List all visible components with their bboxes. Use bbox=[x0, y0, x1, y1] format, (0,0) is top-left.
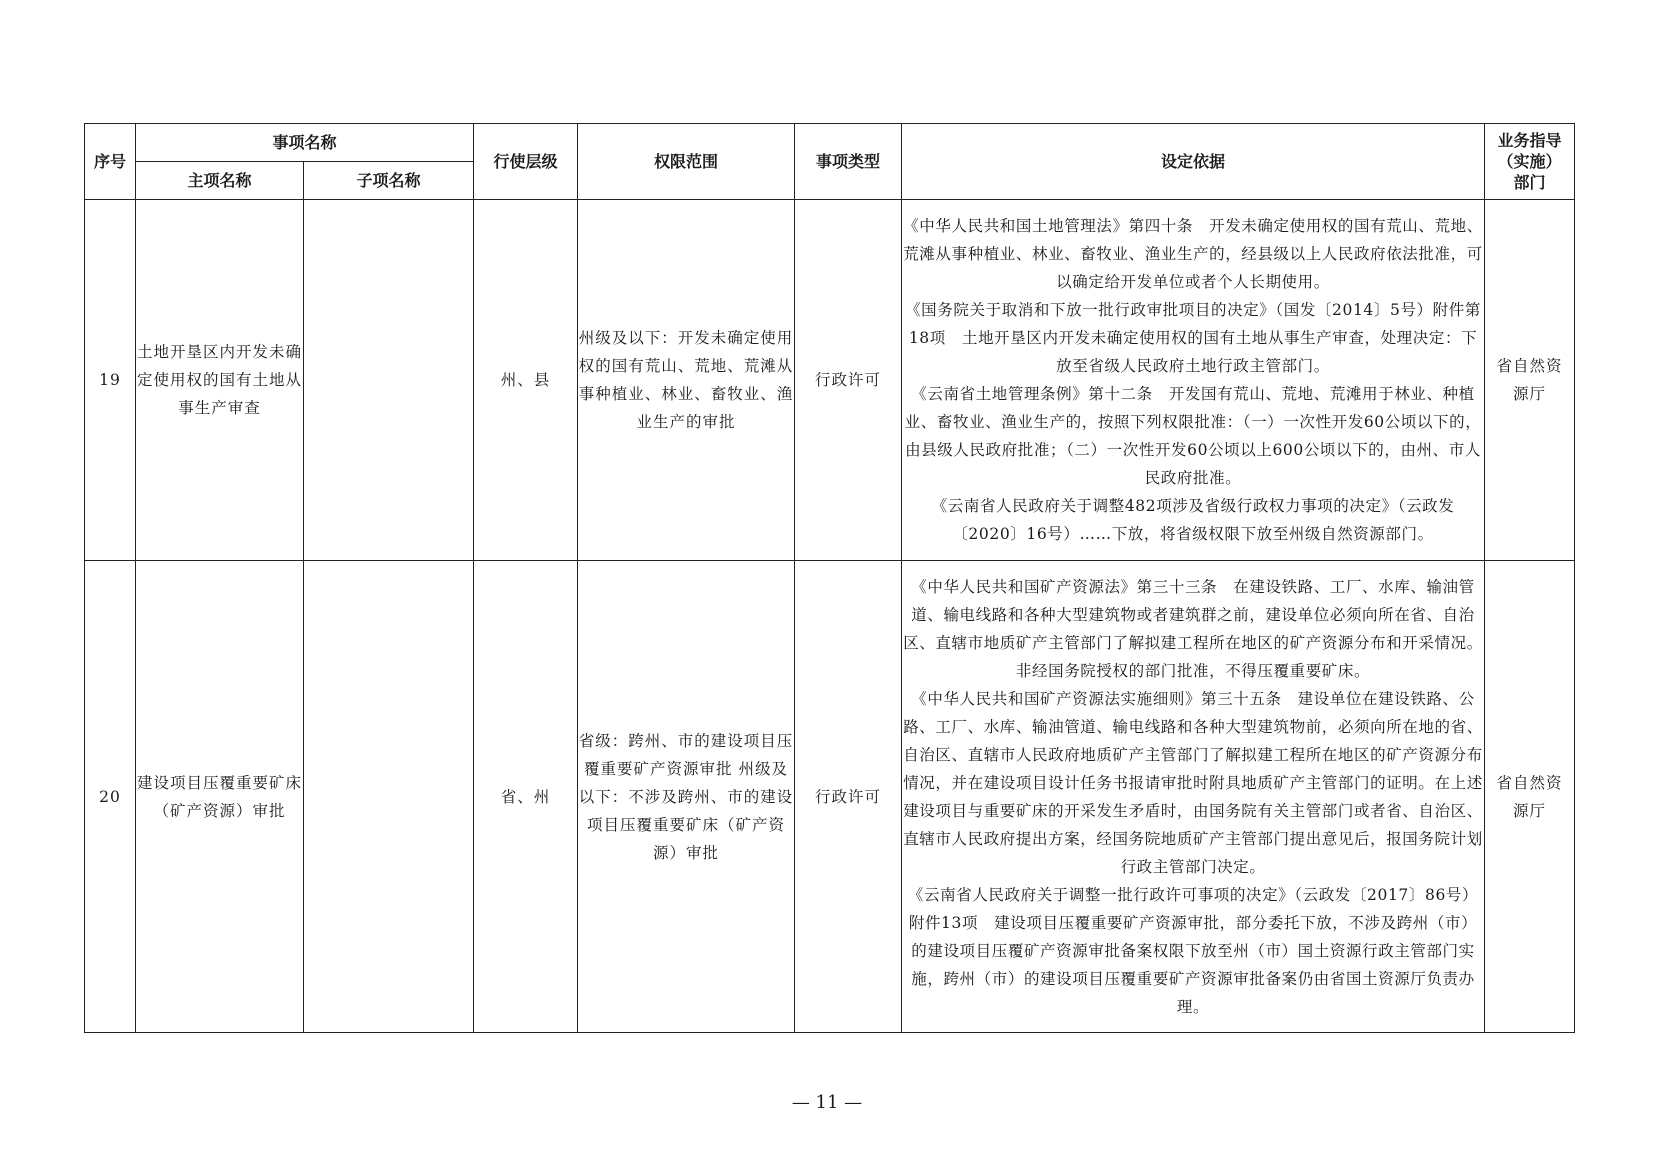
table-row bbox=[85, 200, 1575, 561]
scope-cell: 省级：跨州、市的建设项目压覆重要矿产资源审批 州级及以下：不涉及跨州、市的建设项目压覆重要矿床（矿产资源）审批 bbox=[578, 561, 795, 1033]
catalog-table bbox=[84, 123, 1575, 1033]
seq-cell: 19 bbox=[85, 200, 136, 561]
header-sub-name: 子项名称 bbox=[304, 162, 474, 200]
header-row-top bbox=[85, 124, 1575, 162]
sub-name-cell bbox=[304, 561, 474, 1033]
main-name-cell: 建设项目压覆重要矿床（矿产资源）审批 bbox=[136, 561, 304, 1033]
header-level: 行使层级 bbox=[474, 124, 578, 200]
basis-paragraph: 《中华人民共和国矿产资源法》第三十三条 在建设铁路、工厂、水库、输油管道、输电线路和各种大型建筑物或者建筑群之前，建设单位必须向所在省、自治区、直辖市地质矿产主管部门了解拟建工程所在地区的矿产资源分布和开采情况。非经国务院授权的部门批准，不得压覆重要矿床。 bbox=[903, 577, 1483, 680]
header-basis: 设定依据 bbox=[902, 124, 1485, 200]
basis-paragraph: 《中华人民共和国矿产资源法实施细则》第三十五条 建设单位在建设铁路、公路、工厂、水库、输油管道、输电线路和各种大型建筑物前，必须向所在地的省、自治区、直辖市人民政府地质矿产主管部门了解拟建工程所在地区的矿产资源分布情况，并在建设项目设计任务书报请审批时附具地质矿产主管部门的证明。在上述建设项目与重要矿床的开采发生矛盾时，由国务院有关主管部门或者省、自治区、直辖市人民政府提出方案，经国务院地质矿产主管部门提出意见后，报国务院计划行政主管部门决定。 bbox=[903, 689, 1483, 876]
dept-cell: 省自然资源厅 bbox=[1485, 200, 1575, 561]
basis-cell bbox=[902, 200, 1485, 561]
level-cell: 省、州 bbox=[474, 561, 578, 1033]
seq-cell: 20 bbox=[85, 561, 136, 1033]
header-dept: 业务指导（实施）部门 bbox=[1485, 124, 1575, 200]
type-cell: 行政许可 bbox=[795, 200, 902, 561]
basis-cell bbox=[902, 561, 1485, 1033]
page-number: — 11 — bbox=[791, 1092, 863, 1113]
basis-paragraph: 《云南省人民政府关于调整482项涉及省级行政权力事项的决定》（云政发〔2020〕16号）……下放，将省级权限下放至州级自然资源部门。 bbox=[931, 497, 1455, 543]
basis-paragraph: 《国务院关于取消和下放一批行政审批项目的决定》（国发〔2014〕5号）附件第18项 土地开垦区内开发未确定使用权的国有土地从事生产审查，处理决定：下放至省级人民政府土地行政主管部门。 bbox=[905, 301, 1481, 375]
main-name-cell: 土地开垦区内开发未确定使用权的国有土地从事生产审查 bbox=[136, 200, 304, 561]
level-cell: 州、县 bbox=[474, 200, 578, 561]
header-item-name: 事项名称 bbox=[136, 124, 474, 162]
basis-paragraph: 《云南省土地管理条例》第十二条 开发国有荒山、荒地、荒滩用于林业、种植业、畜牧业、渔业生产的，按照下列权限批准：（一）一次性开发60公顷以下的，由县级人民政府批准；（二）一次性开发60公顷以上600公顷以下的，由州、市人民政府批准。 bbox=[904, 385, 1482, 487]
dept-cell: 省自然资源厅 bbox=[1485, 561, 1575, 1033]
sub-name-cell bbox=[304, 200, 474, 561]
basis-paragraph: 《中华人民共和国土地管理法》第四十条 开发未确定使用权的国有荒山、荒地、荒滩从事种植业、林业、畜牧业、渔业生产的，经县级以上人民政府依法批准，可以确定给开发单位或者个人长期使用。 bbox=[903, 217, 1483, 291]
header-seq: 序号 bbox=[85, 124, 136, 200]
header-main-name: 主项名称 bbox=[136, 162, 304, 200]
basis-paragraph: 《云南省人民政府关于调整一批行政许可事项的决定》（云政发〔2017〕86号）附件13项 建设项目压覆重要矿产资源审批，部分委托下放，不涉及跨州（市）的建设项目压覆矿产资源审批备案权限下放至州（市）国土资源行政主管部门实施，跨州（市）的建设项目压覆重要矿产资源审批备案仍由省国土资源厅负责办理。 bbox=[907, 885, 1479, 1016]
table-row bbox=[85, 561, 1575, 1033]
header-scope: 权限范围 bbox=[578, 124, 795, 200]
header-type: 事项类型 bbox=[795, 124, 902, 200]
scope-cell: 州级及以下：开发未确定使用权的国有荒山、荒地、荒滩从事种植业、林业、畜牧业、渔业生产的审批 bbox=[578, 200, 795, 561]
type-cell: 行政许可 bbox=[795, 561, 902, 1033]
